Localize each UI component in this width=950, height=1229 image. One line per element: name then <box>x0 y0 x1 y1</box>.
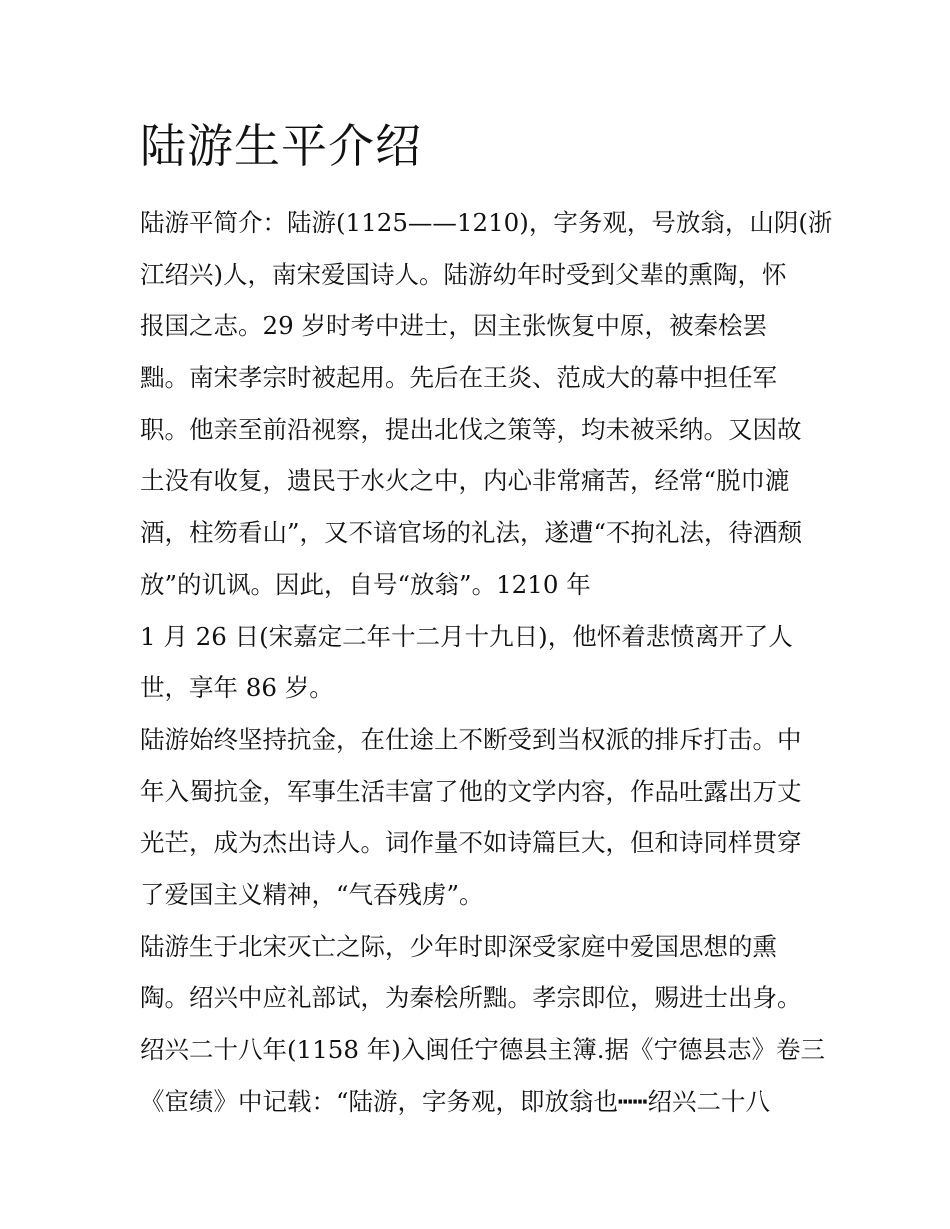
text-line: 陆游生于北宋灭亡之际，少年时即深受家庭中爱国思想的熏 <box>140 931 777 961</box>
text-line: 陆游始终坚持抗金，在仕途上不断受到当权派的排斥打击。中 <box>140 724 802 754</box>
text-line: 1 月 26 日(宋嘉定二年十二月十九日)，他怀着悲愤离开了人 <box>140 621 793 651</box>
text-line: 江绍兴)人，南宋爱国诗人。陆游幼年时受到父辈的熏陶，怀 <box>140 259 787 289</box>
text-line: 土没有收复，遗民于水火之中，内心非常痛苦，经常“脱巾漉 <box>140 466 790 496</box>
text-line: 《宦绩》中记载：“陆游，字务观，即放翁也┅┅绍兴二十八 <box>140 1086 771 1116</box>
text-line: 了爱国主义精神，“气吞残虏”。 <box>140 879 484 909</box>
text-line: 职。他亲至前沿视察，提出北伐之策等，均未被采纳。又因故 <box>140 414 802 444</box>
text-line: 报国之志。29 岁时考中进士，因主张恢复中原，被秦桧罢 <box>140 311 767 341</box>
text-line: 放”的讥讽。因此，自号“放翁”。1210 年 <box>140 569 591 599</box>
text-line: 陆游平简介：陆游(1125——1210)，字务观，号放翁，山阴(浙 <box>140 208 833 237</box>
text-line: 年入蜀抗金，军事生活丰富了他的文学内容，作品吐露出万丈 <box>140 776 802 806</box>
page-title: 陆游生平介绍 <box>140 119 422 173</box>
text-line: 世，享年 86 岁。 <box>140 673 334 703</box>
document-body <box>140 200 833 1130</box>
text-line: 酒，柱笏看山”，又不谙官场的礼法，遂遭“不拘礼法，待酒颓 <box>140 518 803 548</box>
text-line: 绍兴二十八年(1158 年)入闽任宁德县主簿.据《宁德县志》卷三 <box>140 1035 826 1064</box>
text-line: 光芒，成为杰出诗人。词作量不如诗篇巨大，但和诗同样贯穿 <box>140 828 802 858</box>
text-line: 陶。绍兴中应礼部试，为秦桧所黜。孝宗即位，赐进士出身。 <box>140 983 802 1013</box>
text-line: 黜。南宋孝宗时被起用。先后在王炎、范成大的幕中担任军 <box>140 363 777 393</box>
